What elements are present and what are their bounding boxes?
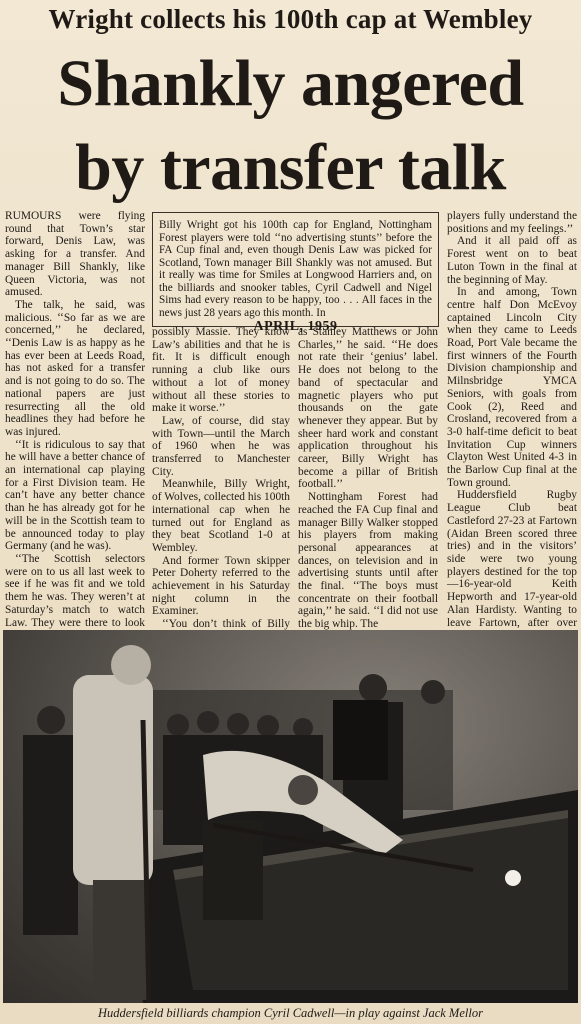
headline-line-1: Shankly angered	[57, 47, 524, 120]
col2-paragraph: And former Town skipper Peter Doherty referred to the achievement in his Saturday night column in the Examiner.	[152, 554, 290, 618]
col4-paragraph: players fully understand the positions and my feelings.’’	[447, 210, 577, 235]
col4-paragraph: In and among, Town centre half Don McEvoy captained Lincoln City when they came to Leeds Road, Port Vale became the first winners of the Fourth Division championship and Milnsbridge YMCA Seniors, with goals from Cook (2), Reed and Crosland, recovered from a 3-0 half-time deficit to beat Invitation Cup winners Clayton West United 4-3 in the Barlow Cup final at the Town ground.	[447, 286, 577, 489]
col2-paragraph: Law, of course, did stay with Town—until the March of 1960 when he was transferred to Manchester City.	[152, 414, 290, 478]
col1-paragraph: The talk, he said, was malicious. ‘‘So far as we are concerned,’’ he declared, ‘‘Denis Law is as happy as he has ever been at Leeds Road, has not asked for a transfer and is not going to do so. The national papers are just resurrecting all the old headlines they had before he was injured.	[5, 298, 145, 438]
col1-paragraph: RUMOURS were flying round that Town’s star forward, Denis Law, was asking for a transfer. And manager Bill Shankly, like Queen Victoria, was not amused.	[5, 210, 145, 299]
billiards-photo	[3, 630, 578, 1003]
headline-line-2: by transfer talk	[75, 131, 506, 204]
article-column-1	[5, 210, 145, 630]
article-column-2	[152, 326, 290, 630]
col2-paragraph: Meanwhile, Billy Wright, of Wolves, collected his 100th international cap when he turned out for England as they beat Scotland 1-0 at Wembley.	[152, 478, 290, 554]
photo-caption: Huddersfield billiards champion Cyril Cadwell—in play against Jack Mellor	[98, 1006, 483, 1020]
col4-paragraph: Huddersfield Rugby League Club beat Castleford 27-23 at Fartown (Aidan Breen scored three tries) and in the visitors’ side were two young players destined for the top—16-year-old Keith Hepworth and 17-year-old Alan Hardisty. Wanting to leave Fartown, after over	[447, 489, 577, 629]
billiards-photo-illustration	[3, 630, 578, 1003]
col1-paragraph: ‘‘It is ridiculous to say that he will have a better chance of an international cap playing for a First Division team. He can’t have any better chance than he has already got for he will be in the Scottish team to be announced today to play Germany (and he was).	[5, 438, 145, 553]
col2-paragraph: possibly Massie. They know Law’s abilities and that he is fit. It is difficult enough running a club like ours without a lot of money without all these stories to make it worse.’’	[152, 326, 290, 415]
boxout-panel	[152, 212, 439, 334]
col2-paragraph: ‘‘You don’t think of Billy	[162, 618, 290, 631]
boxout-frame	[148, 208, 439, 334]
main-headline	[8, 42, 573, 210]
col3-paragraph: as Stanley Matthews or John Charles,’’ he said. ‘‘He does not rate their ‘genius’ label. He does not belong to the band of spectacular and magnetic players who put thousands on the gate whenever they appear. But by sheer hard work and constant application throughout his career, Billy Wright has become a pillar of British football.’’	[298, 326, 438, 491]
col4-paragraph: And it all paid off as Forest went on to beat Luton Town in the final at the beginning of May.	[447, 235, 577, 286]
article-column-3	[298, 326, 438, 630]
article-column-4	[447, 210, 577, 630]
col1-paragraph: ‘‘The Scottish selectors were on to us all last week to see if he was fit and we told them he was. They weren’t at Saturday’s match to watch Law. They were there to look	[5, 552, 145, 629]
boxout-dateline: APRIL, 1959	[253, 319, 338, 334]
boxout-text: Billy Wright got his 100th cap for England, Nottingham Forest players were told ‘‘no advertising stunts’’ before the FA Cup final and, even though Denis Law was picked for Scotland, Town manager Bill Shankly was not amused. But it really was time for Smiles at Longwood Harriers and, on the billiards and snooker tables, Cyril Cadwell and Nigel Sims had every reason to be happy, too . . . All faces in the news just 28 years ago this month. In	[159, 219, 432, 319]
col3-paragraph: Nottingham Forest had reached the FA Cup final and manager Billy Walker stopped his players from making personal appearances at dances, on television and in advertising stunts until after the final. ‘‘The boys must concentrate on their football again,’’ he said. ‘‘I did not use the big whip. The	[298, 491, 438, 631]
kicker-headline: Wright collects his 100th cap at Wembley	[48, 4, 533, 34]
